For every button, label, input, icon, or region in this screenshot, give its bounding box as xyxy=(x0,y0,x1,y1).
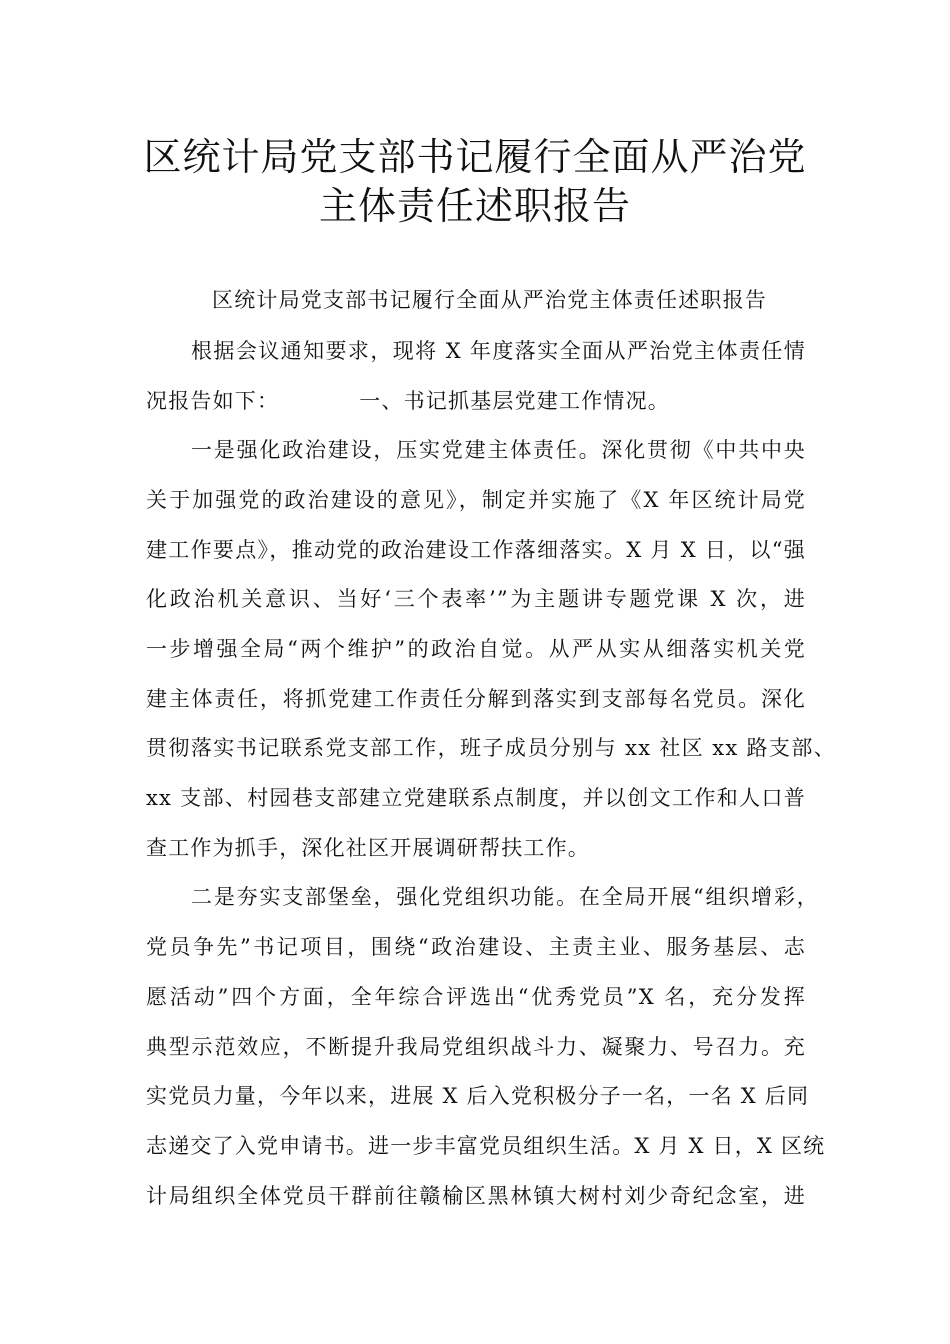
document-title-line-1: 区统计局党支部书记履行全面从严治党 xyxy=(143,135,807,179)
paragraph-2-line-7: 计局组织全体党员干群前往赣榆区黑林镇大树村刘少奇纪念室，进 xyxy=(146,1184,806,1208)
paragraph-1-line-7: 贯彻落实书记联系党支部工作，班子成员分别与 xx 社区 xx 路支部、 xyxy=(146,736,836,760)
document-subtitle: 区统计局党支部书记履行全面从严治党主体责任述职报告 xyxy=(212,288,767,312)
intro-line-2-start: 况报告如下： xyxy=(146,389,280,413)
paragraph-1-line-6: 建主体责任，将抓党建工作责任分解到落实到支部每名党员。深化 xyxy=(146,687,806,711)
intro-line-2 xyxy=(146,387,670,415)
paragraph-2-line-4: 典型示范效应，不断提升我局党组织战斗力、凝聚力、号召力。充 xyxy=(146,1035,806,1059)
paragraph-2-line-6: 志递交了入党申请书。进一步丰富党员组织生活。X 月 X 日，X 区统 xyxy=(146,1134,826,1158)
paragraph-1-line-1: 一是强化政治建设，压实党建主体责任。深化贯彻《中共中央 xyxy=(191,438,806,462)
paragraph-1-line-8: xx 支部、村园巷支部建立党建联系点制度，并以创文工作和人口普 xyxy=(146,786,806,810)
paragraph-2-line-2: 党员争先”书记项目，围绕“政治建设、主责主业、服务基层、志 xyxy=(146,935,806,959)
paragraph-2-line-3: 愿活动”四个方面，全年综合评选出“优秀党员”X 名，充分发挥 xyxy=(146,985,806,1009)
paragraph-1-line-3: 建工作要点》，推动党的政治建设工作落细落实。X 月 X 日，以“强 xyxy=(146,538,806,562)
paragraph-2-line-1: 二是夯实支部堡垒，强化党组织功能。在全局开展“组织增彩， xyxy=(191,885,819,909)
section-heading-1: 一、书记抓基层党建工作情况。 xyxy=(359,389,671,413)
intro-line-1: 根据会议通知要求，现将 X 年度落实全面从严治党主体责任情 xyxy=(191,339,806,363)
paragraph-2-line-5: 实党员力量，今年以来，进展 X 后入党积极分子一名，一名 X 后同 xyxy=(146,1084,810,1108)
paragraph-1-line-9: 查工作为抓手，深化社区开展调研帮扶工作。 xyxy=(146,836,590,860)
paragraph-1-line-2: 关于加强党的政治建设的意见》，制定并实施了《X 年区统计局党 xyxy=(146,488,806,512)
paragraph-1-line-4: 化政治机关意识、当好‘三个表率’”为主题讲专题党课 X 次，进 xyxy=(146,587,806,611)
document-title-line-2: 主体责任述职报告 xyxy=(318,184,631,228)
paragraph-1-line-5: 一步增强全局“两个维护”的政治自觉。从严从实从细落实机关党 xyxy=(146,637,806,661)
